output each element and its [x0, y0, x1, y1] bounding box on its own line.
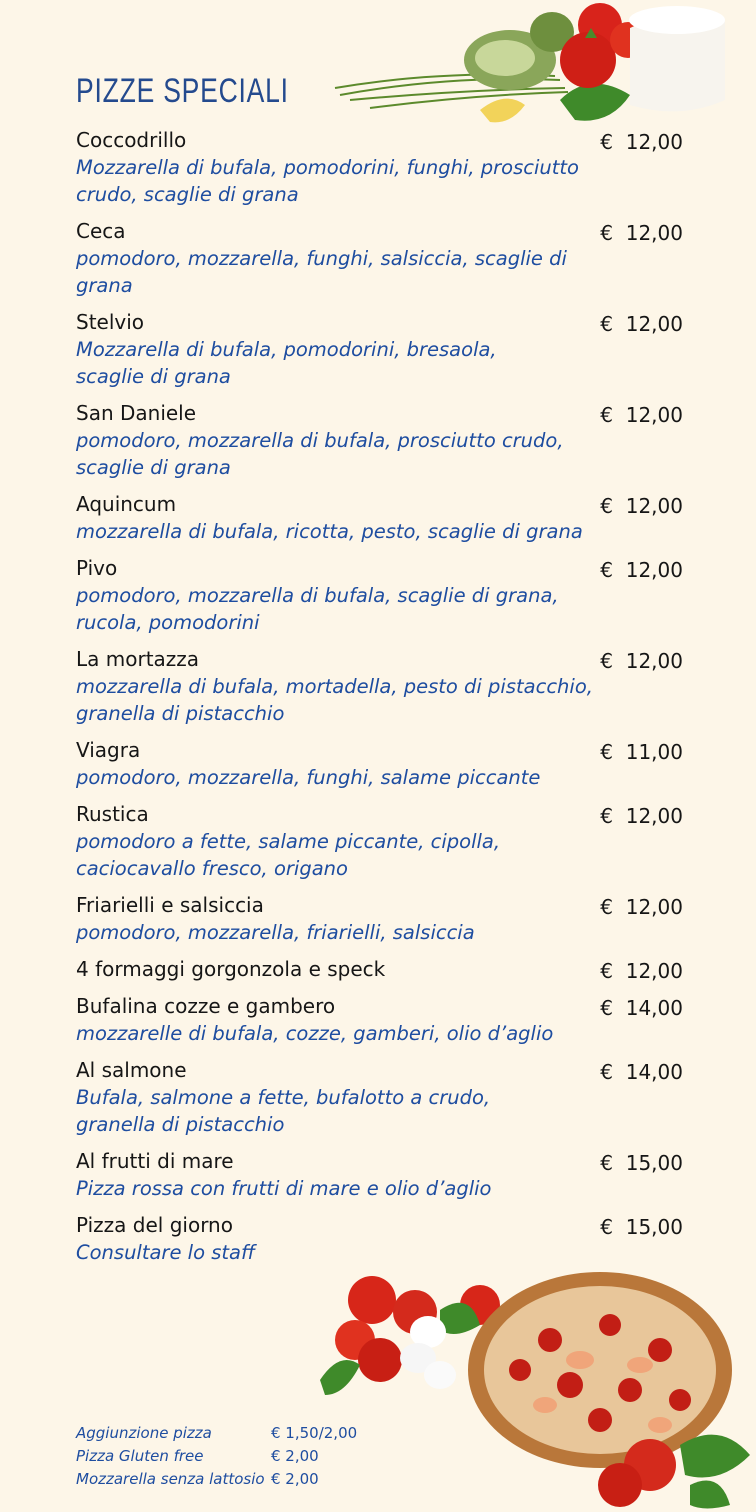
- menu-item: [76, 218, 686, 299]
- price-value: 12,00: [625, 959, 683, 983]
- currency-symbol: €: [600, 558, 614, 582]
- price-value: 12,00: [625, 895, 683, 919]
- menu-item: [76, 555, 686, 636]
- item-description: Mozzarella di bufala, pomodorini, bresaola, scaglie di grana: [76, 338, 497, 388]
- item-name: Friarielli e salsiccia: [76, 893, 264, 917]
- price-value: 12,00: [625, 558, 683, 582]
- item-name: Coccodrillo: [76, 128, 187, 152]
- item-name: Aquincum: [76, 492, 177, 516]
- currency-symbol: €: [600, 740, 614, 764]
- pizza-menu: [76, 127, 686, 1276]
- item-price: [600, 958, 683, 985]
- item-name: La mortazza: [76, 647, 200, 671]
- menu-item: [76, 956, 686, 983]
- currency-symbol: €: [600, 494, 614, 518]
- page-title: PIZZE SPECIALI: [76, 72, 289, 110]
- item-price: [600, 1214, 683, 1241]
- item-name: Rustica: [76, 802, 149, 826]
- item-price: [600, 311, 683, 338]
- item-description: Mozzarella di bufala, pomodorini, funghi, prosciutto crudo, scaglie di grana: [76, 156, 579, 206]
- menu-item: [76, 993, 686, 1047]
- item-name: 4 formaggi gorgonzola e speck: [76, 957, 386, 981]
- currency-symbol: €: [600, 895, 614, 919]
- menu-item: [76, 1057, 686, 1138]
- extra-label: Mozzarella senza lattosio: [76, 1470, 265, 1488]
- menu-item: [76, 801, 686, 882]
- extras-list: [76, 1422, 357, 1491]
- currency-symbol: €: [600, 804, 614, 828]
- item-price: [600, 739, 683, 766]
- item-price: [600, 220, 683, 247]
- extra-row: [76, 1445, 357, 1468]
- item-description: pomodoro, mozzarella di bufala, prosciutto crudo, scaglie di grana: [76, 429, 564, 479]
- item-price: [600, 402, 683, 429]
- currency-symbol: €: [600, 959, 614, 983]
- item-description: Pizza rossa con frutti di mare e olio d’aglio: [76, 1177, 492, 1200]
- currency-symbol: €: [600, 1060, 614, 1084]
- item-description: pomodoro, mozzarella, funghi, salame piccante: [76, 766, 541, 789]
- item-price: [600, 995, 683, 1022]
- menu-item: [76, 1212, 686, 1266]
- item-name: San Daniele: [76, 401, 197, 425]
- item-price: [600, 493, 683, 520]
- currency-symbol: €: [600, 1151, 614, 1175]
- item-price: [600, 129, 683, 156]
- item-description: pomodoro, mozzarella, friarielli, salsiccia: [76, 921, 475, 944]
- price-value: 12,00: [625, 804, 683, 828]
- item-description: mozzarelle di bufala, cozze, gamberi, olio d’aglio: [76, 1022, 554, 1045]
- price-value: 12,00: [625, 649, 683, 673]
- price-value: 11,00: [625, 740, 683, 764]
- pizza-illustration: [310, 1270, 756, 1512]
- price-value: 12,00: [625, 403, 683, 427]
- item-name: Al frutti di mare: [76, 1149, 234, 1173]
- menu-item: [76, 127, 686, 208]
- item-description: mozzarella di bufala, mortadella, pesto di pistacchio, granella di pistacchio: [76, 675, 593, 725]
- item-name: Stelvio: [76, 310, 145, 334]
- price-value: 14,00: [625, 1060, 683, 1084]
- currency-symbol: €: [600, 1215, 614, 1239]
- item-name: Al salmone: [76, 1058, 187, 1082]
- item-description: Consultare lo staff: [76, 1241, 256, 1264]
- price-value: 14,00: [625, 996, 683, 1020]
- item-name: Pizza del giorno: [76, 1213, 233, 1237]
- item-name: Bufalina cozze e gambero: [76, 994, 336, 1018]
- item-price: [600, 648, 683, 675]
- currency-symbol: €: [600, 221, 614, 245]
- item-description: mozzarella di bufala, ricotta, pesto, scaglie di grana: [76, 520, 583, 543]
- extra-label: Pizza Gluten free: [76, 1447, 204, 1465]
- extra-label: Aggiunzione pizza: [76, 1424, 212, 1442]
- item-price: [600, 1059, 683, 1086]
- menu-item: [76, 892, 686, 946]
- price-value: 12,00: [625, 494, 683, 518]
- extra-row: [76, 1422, 357, 1445]
- price-value: 15,00: [625, 1151, 683, 1175]
- item-price: [600, 894, 683, 921]
- price-value: 12,00: [625, 221, 683, 245]
- item-name: Ceca: [76, 219, 126, 243]
- item-price: [600, 1150, 683, 1177]
- menu-item: [76, 1148, 686, 1202]
- price-value: 12,00: [625, 312, 683, 336]
- menu-item: [76, 309, 686, 390]
- item-price: [600, 557, 683, 584]
- item-name: Pivo: [76, 556, 118, 580]
- menu-item: [76, 491, 686, 545]
- item-price: [600, 803, 683, 830]
- currency-symbol: €: [600, 403, 614, 427]
- menu-item: [76, 737, 686, 791]
- currency-symbol: €: [600, 130, 614, 154]
- price-value: 15,00: [625, 1215, 683, 1239]
- extra-price: € 1,50/2,00: [271, 1424, 358, 1442]
- menu-item: [76, 646, 686, 727]
- menu-item: [76, 400, 686, 481]
- item-description: pomodoro, mozzarella, funghi, salsiccia, scaglie di grana: [76, 247, 567, 297]
- item-description: pomodoro, mozzarella di bufala, scaglie di grana, rucola, pomodorini: [76, 584, 559, 634]
- currency-symbol: €: [600, 649, 614, 673]
- item-description: Bufala, salmone a fette, bufalotto a crudo, granella di pistacchio: [76, 1086, 491, 1136]
- extra-price: € 2,00: [271, 1470, 319, 1488]
- price-value: 12,00: [625, 130, 683, 154]
- currency-symbol: €: [600, 996, 614, 1020]
- extra-price: € 2,00: [271, 1447, 319, 1465]
- item-description: pomodoro a fette, salame piccante, cipolla, caciocavallo fresco, origano: [76, 830, 501, 880]
- extra-row: [76, 1468, 357, 1491]
- item-name: Viagra: [76, 738, 141, 762]
- currency-symbol: €: [600, 312, 614, 336]
